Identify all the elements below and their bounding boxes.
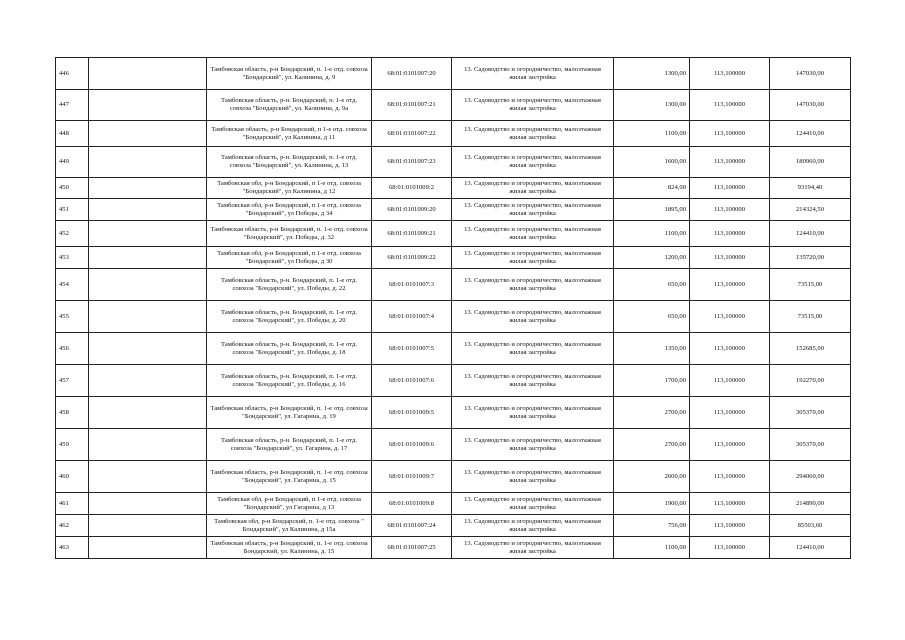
table-row — [56, 178, 851, 199]
row-number: 455 — [56, 301, 89, 333]
cadastral-value-cell: 124410,00 — [770, 221, 851, 247]
address-cell: Тамбовская область, р-н. Бондарский, п. 1-е отд. совхоза "Бондарский", ул. Гагарина, д. 17 — [207, 429, 372, 461]
cadastral-value-cell: 124410,00 — [770, 121, 851, 147]
row-number: 451 — [56, 199, 89, 221]
land-use-cell: 13. Садоводство и огородничество, малоэтажная жилая застройка — [452, 397, 614, 429]
area-cell: 1600,00 — [614, 147, 690, 178]
specific-value-cell: 113,100000 — [690, 121, 770, 147]
cadastral-value-cell: 85503,60 — [770, 515, 851, 537]
blank-cell — [89, 147, 207, 178]
address-cell: Тамбовская обл, р-н Бондарский, п 1-е отд. совхоза "Бондарский", ул Калинина, д 12 — [207, 178, 372, 199]
row-number: 447 — [56, 90, 89, 121]
row-number: 448 — [56, 121, 89, 147]
address-cell: Тамбовская область, р-н Бондарский, п. 1-е отд. совхоза "Бондарский", ул. Гагарина, д. 15 — [207, 461, 372, 493]
address-cell: Тамбовская область, р-н. Бондарский, п. 1-е отд. совхоза "Бондарский", ул. Победы, д. 18 — [207, 333, 372, 365]
land-use-cell: 13. Садоводство и огородничество, малоэтажная жилая застройка — [452, 429, 614, 461]
blank-cell — [89, 515, 207, 537]
specific-value-cell: 113,100000 — [690, 247, 770, 269]
row-number: 463 — [56, 537, 89, 559]
cadastral-number-cell: 68:01:0101007:24 — [372, 515, 452, 537]
cadastral-value-cell: 214890,00 — [770, 493, 851, 515]
row-number: 453 — [56, 247, 89, 269]
address-cell: Тамбовская область, р-н. Бондарский, п. 1-е отд. совхоза "Бондарский", ул. Калинина, д. 9а — [207, 90, 372, 121]
cadastral-value-cell: 135720,00 — [770, 247, 851, 269]
specific-value-cell: 113,100000 — [690, 429, 770, 461]
address-cell: Тамбовская обл, р-н Бондарский, п. 1-е отд. совхоза " Бондарский", ул Калинина, д 15а — [207, 515, 372, 537]
cadastral-number-cell: 68:01:0101007:22 — [372, 121, 452, 147]
area-cell: 824,00 — [614, 178, 690, 199]
specific-value-cell: 113,100000 — [690, 269, 770, 301]
cadastral-value-cell: 214324,50 — [770, 199, 851, 221]
row-number: 454 — [56, 269, 89, 301]
table-row — [56, 147, 851, 178]
table-row — [56, 90, 851, 121]
cadastral-number-cell: 68:01:0101009:6 — [372, 429, 452, 461]
cadastral-number-cell: 68:01:0101009:22 — [372, 247, 452, 269]
table-row — [56, 461, 851, 493]
table-row — [56, 301, 851, 333]
row-number: 449 — [56, 147, 89, 178]
cadastral-value-cell: 147030,00 — [770, 90, 851, 121]
area-cell: 1200,00 — [614, 247, 690, 269]
land-use-cell: 13. Садоводство и огородничество, малоэтажная жилая застройка — [452, 537, 614, 559]
cadastral-value-cell: 294060,00 — [770, 461, 851, 493]
table-row — [56, 121, 851, 147]
specific-value-cell: 113,100000 — [690, 493, 770, 515]
cadastral-number-cell: 68:01:0101009:5 — [372, 397, 452, 429]
table-row — [56, 269, 851, 301]
land-use-cell: 13. Садоводство и огородничество, малоэтажная жилая застройка — [452, 365, 614, 397]
land-use-cell: 13. Садоводство и огородничество, малоэтажная жилая застройка — [452, 247, 614, 269]
area-cell: 650,00 — [614, 301, 690, 333]
blank-cell — [89, 199, 207, 221]
blank-cell — [89, 537, 207, 559]
blank-cell — [89, 397, 207, 429]
specific-value-cell: 113,100000 — [690, 58, 770, 90]
specific-value-cell: 113,100000 — [690, 221, 770, 247]
specific-value-cell: 113,100000 — [690, 537, 770, 559]
row-number: 462 — [56, 515, 89, 537]
specific-value-cell: 113,100000 — [690, 333, 770, 365]
cadastral-number-cell: 68:01:0101007:6 — [372, 365, 452, 397]
specific-value-cell: 113,100000 — [690, 301, 770, 333]
specific-value-cell: 113,100000 — [690, 199, 770, 221]
specific-value-cell: 113,100000 — [690, 90, 770, 121]
cadastral-number-cell: 68:01:0101009:20 — [372, 199, 452, 221]
row-number: 456 — [56, 333, 89, 365]
area-cell: 2600,00 — [614, 461, 690, 493]
address-cell: Тамбовская обл, р-н Бондарский, п 1-е отд. совхоза "Бондарский", ул Гагарина, д 13 — [207, 493, 372, 515]
land-use-cell: 13. Садоводство и огородничество, малоэтажная жилая застройка — [452, 461, 614, 493]
address-cell: Тамбовская область, р-н Бондарский, п. 1-е отд. совхоза Бондарский, ул. Калинина, д. 15 — [207, 537, 372, 559]
cadastral-value-cell: 93194,40 — [770, 178, 851, 199]
row-number: 450 — [56, 178, 89, 199]
row-number: 460 — [56, 461, 89, 493]
land-use-cell: 13. Садоводство и огородничество, малоэтажная жилая застройка — [452, 90, 614, 121]
area-cell: 2700,00 — [614, 429, 690, 461]
area-cell: 1900,00 — [614, 493, 690, 515]
land-use-cell: 13. Садоводство и огородничество, малоэтажная жилая застройка — [452, 121, 614, 147]
address-cell: Тамбовская обл, р-н Бондарский, п 1-е отд. совхоза "Бондарский", ул Победы, д 30 — [207, 247, 372, 269]
cadastral-value-cell: 152685,00 — [770, 333, 851, 365]
cadastral-number-cell: 68:01:0101007:4 — [372, 301, 452, 333]
area-cell: 1300,00 — [614, 90, 690, 121]
cadastral-value-cell: 147030,00 — [770, 58, 851, 90]
table-row — [56, 247, 851, 269]
cadastral-value-cell: 124410,00 — [770, 537, 851, 559]
row-number: 452 — [56, 221, 89, 247]
cadastral-number-cell: 68:01:0101007:20 — [372, 58, 452, 90]
cadastral-number-cell: 68:01:0101009:21 — [372, 221, 452, 247]
cadastral-number-cell: 68:01:0101007:25 — [372, 537, 452, 559]
blank-cell — [89, 269, 207, 301]
area-cell: 2700,00 — [614, 397, 690, 429]
land-use-cell: 13. Садоводство и огородничество, малоэтажная жилая застройка — [452, 178, 614, 199]
area-cell: 756,00 — [614, 515, 690, 537]
address-cell: Тамбовская область, р-н Бондарский, п. 1-е отд. совхоза "Бондарский", ул. Калинина, д. 9 — [207, 58, 372, 90]
area-cell: 1100,00 — [614, 537, 690, 559]
blank-cell — [89, 365, 207, 397]
cadastral-value-cell: 305370,00 — [770, 397, 851, 429]
blank-cell — [89, 121, 207, 147]
table-row — [56, 397, 851, 429]
specific-value-cell: 113,100000 — [690, 397, 770, 429]
cadastral-number-cell: 68:01:0101007:3 — [372, 269, 452, 301]
cadastral-value-cell: 180960,00 — [770, 147, 851, 178]
area-cell: 650,00 — [614, 269, 690, 301]
cadastral-number-cell: 68:01:0101009:7 — [372, 461, 452, 493]
table-row — [56, 515, 851, 537]
blank-cell — [89, 221, 207, 247]
blank-cell — [89, 429, 207, 461]
land-use-cell: 13. Садоводство и огородничество, малоэтажная жилая застройка — [452, 58, 614, 90]
area-cell: 1100,00 — [614, 121, 690, 147]
address-cell: Тамбовская область, р-н. Бондарский, п. 1-е отд. совхоза "Бондарский", ул. Калинина, д. 13 — [207, 147, 372, 178]
area-cell: 1100,00 — [614, 221, 690, 247]
cadastral-number-cell: 68:01:0101009:2 — [372, 178, 452, 199]
row-number: 461 — [56, 493, 89, 515]
blank-cell — [89, 493, 207, 515]
land-use-cell: 13. Садоводство и огородничество, малоэтажная жилая застройка — [452, 301, 614, 333]
address-cell: Тамбовская область, р-н Бондарский, п 1-е отд. совхоза "Бондарский", ул Калинина, д 11 — [207, 121, 372, 147]
address-cell: Тамбовская область, р-н Бондарский, п. 1-е отд. совхоза "Бондарский", ул. Победы, д. 32 — [207, 221, 372, 247]
land-use-cell: 13. Садоводство и огородничество, малоэтажная жилая застройка — [452, 269, 614, 301]
area-cell: 1350,00 — [614, 333, 690, 365]
table-row — [56, 333, 851, 365]
blank-cell — [89, 333, 207, 365]
blank-cell — [89, 90, 207, 121]
table-row — [56, 429, 851, 461]
blank-cell — [89, 301, 207, 333]
cadastral-number-cell: 68:01:0101007:23 — [372, 147, 452, 178]
row-number: 458 — [56, 397, 89, 429]
table-row — [56, 365, 851, 397]
land-use-cell: 13. Садоводство и огородничество, малоэтажная жилая застройка — [452, 333, 614, 365]
land-use-cell: 13. Садоводство и огородничество, малоэтажная жилая застройка — [452, 515, 614, 537]
address-cell: Тамбовская обл, р-н Бондарский, п 1-е отд. совхоза "Бондарский", ул Победы, д 34 — [207, 199, 372, 221]
area-cell: 1895,00 — [614, 199, 690, 221]
blank-cell — [89, 178, 207, 199]
table-row — [56, 199, 851, 221]
specific-value-cell: 113,100000 — [690, 515, 770, 537]
address-cell: Тамбовская область, р-н. Бондарский, п. 1-е отд. совхоза "Бондарский", ул. Победы, д. 20 — [207, 301, 372, 333]
area-cell: 1700,00 — [614, 365, 690, 397]
row-number: 459 — [56, 429, 89, 461]
cadastral-value-cell: 305370,00 — [770, 429, 851, 461]
table-row — [56, 221, 851, 247]
cadastral-value-cell: 73515,00 — [770, 269, 851, 301]
table-row — [56, 493, 851, 515]
land-use-cell: 13. Садоводство и огородничество, малоэтажная жилая застройка — [452, 147, 614, 178]
blank-cell — [89, 58, 207, 90]
cadastral-value-table — [55, 57, 851, 559]
row-number: 457 — [56, 365, 89, 397]
specific-value-cell: 113,100000 — [690, 147, 770, 178]
table-row — [56, 537, 851, 559]
land-use-cell: 13. Садоводство и огородничество, малоэтажная жилая застройка — [452, 493, 614, 515]
area-cell: 1300,00 — [614, 58, 690, 90]
cadastral-value-cell: 192270,00 — [770, 365, 851, 397]
cadastral-number-cell: 68:01:0101007:21 — [372, 90, 452, 121]
land-use-cell: 13. Садоводство и огородничество, малоэтажная жилая застройка — [452, 221, 614, 247]
address-cell: Тамбовская область, р-н Бондарский, п. 1-е отд. совхоза "Бондарский", ул. Гагарина, д. 19 — [207, 397, 372, 429]
address-cell: Тамбовская область, р-н. Бондарский, п. 1-е отд. совхоза "Бондарский", ул. Победы, д. 22 — [207, 269, 372, 301]
row-number: 446 — [56, 58, 89, 90]
cadastral-number-cell: 68:01:0101007:5 — [372, 333, 452, 365]
blank-cell — [89, 461, 207, 493]
specific-value-cell: 113,100000 — [690, 178, 770, 199]
table-row — [56, 58, 851, 90]
land-use-cell: 13. Садоводство и огородничество, малоэтажная жилая застройка — [452, 199, 614, 221]
specific-value-cell: 113,100000 — [690, 365, 770, 397]
blank-cell — [89, 247, 207, 269]
cadastral-number-cell: 68:01:0101009:8 — [372, 493, 452, 515]
cadastral-value-cell: 73515,00 — [770, 301, 851, 333]
specific-value-cell: 113,100000 — [690, 461, 770, 493]
address-cell: Тамбовская область, р-н. Бондарский, п. 1-е отд. совхоза "Бондарский", ул. Победы, д. 16 — [207, 365, 372, 397]
